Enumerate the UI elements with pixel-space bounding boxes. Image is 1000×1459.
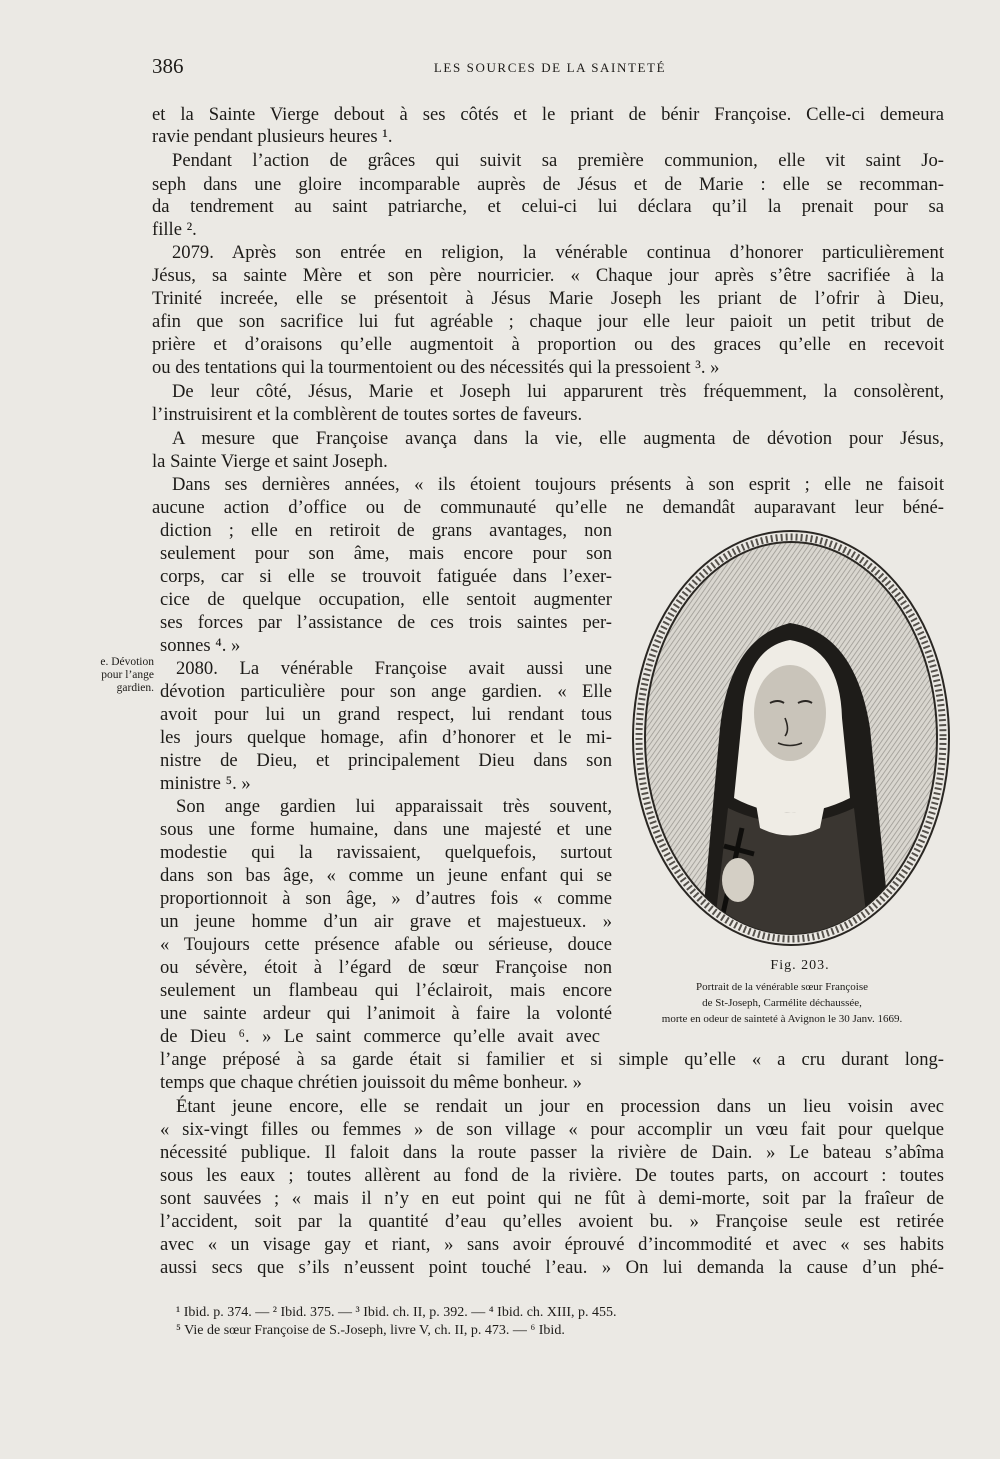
body-line: dévotion particulière pour son ange gardien. « Elle xyxy=(160,681,612,702)
running-title: LES SOURCES DE LA SAINTETÉ xyxy=(433,60,667,75)
body-line: sont sauvées ; « mais il n’y en eut point qui ne fût à demi-morte, soit par la fraîeur de xyxy=(160,1188,944,1209)
body-line: ministre ⁵. » xyxy=(160,773,251,794)
body-line: prière et d’oraisons qu’elle augmentoit à proportion ou des graces qu’elle en recevoit xyxy=(152,334,944,355)
body-line: « Toujours cette présence afable ou sérieuse, douce xyxy=(160,934,612,955)
footnote-line: ⁵ Vie de sœur Françoise de S.-Joseph, livre V, ch. II, p. 473. — ⁶ Ibid. xyxy=(176,1323,565,1338)
body-line: modestie qui la ravissaient, quelquefois, surtout xyxy=(160,842,612,863)
marginal-note-line: gardien. xyxy=(116,682,154,694)
body-line: ou sévère, étoit à l’égard de sœur Françoise non xyxy=(160,957,612,978)
body-line: ou des tentations qui la tourmentoient ou des nécessités qui la pressoient ³. » xyxy=(152,357,720,378)
body-line: fille ². xyxy=(152,219,197,240)
body-line: et la Sainte Vierge debout à ses côtés et le priant de bénir Françoise. Celle-ci demeura xyxy=(152,104,944,125)
body-line: sous une forme humaine, dans une majesté et une xyxy=(160,819,612,840)
body-line: temps que chaque chrétien jouissoit du même bonheur. » xyxy=(160,1072,582,1093)
footnote-line: ¹ Ibid. p. 374. — ² Ibid. 375. — ³ Ibid. ch. II, p. 392. — ⁴ Ibid. ch. XIII, p. 455. xyxy=(176,1305,617,1320)
marginal-note-line: e. Dévotion xyxy=(100,656,154,668)
body-line: ses forces par l’assistance de ces trois saintes per- xyxy=(160,612,612,633)
body-line: une sainte ardeur qui l’animoit à faire la volonté xyxy=(160,1003,612,1024)
body-line: l’ange préposé à sa garde était si familier et si simple qu’elle « a cru durant long- xyxy=(160,1049,944,1070)
body-line: dans son bas âge, « comme un jeune enfant qui se xyxy=(160,865,612,886)
body-line: cice de quelque occupation, elle sentoit augmenter xyxy=(160,589,612,610)
figure-label: Fig. 203. xyxy=(770,958,830,973)
figure-caption-line: Portrait de la vénérable sœur Françoise xyxy=(696,981,868,993)
figure-caption-line: de St-Joseph, Carmélite déchaussée, xyxy=(702,997,862,1009)
body-line: Son ange gardien lui apparaissait très souvent, xyxy=(176,796,612,817)
hand-shape xyxy=(722,858,754,902)
body-line: seph dans une gloire incomparable auprès de Jésus et de Marie : elle se recomman- xyxy=(152,174,944,195)
body-line: avoit pour lui un grand respect, lui rendant tous xyxy=(160,704,612,725)
body-line: 2080. La vénérable Françoise avait aussi une xyxy=(176,658,612,679)
body-line: l’accident, soit par la quantité d’eau qu’elles avoient bu. » Françoise seule est retirée xyxy=(160,1211,944,1232)
body-line: Jésus, sa sainte Mère et son père nourricier. « Chaque jour après s’être sacrifiée à la xyxy=(152,265,944,286)
body-line: A mesure que Françoise avança dans la vie, elle augmenta de dévotion pour Jésus, xyxy=(172,428,944,449)
body-line: sous les eaux ; toutes allèrent au fond de la rivière. De toutes parts, on accourt : toutes xyxy=(160,1165,944,1186)
marginal-note xyxy=(76,656,154,695)
body-line: l’instruisirent et la comblèrent de toutes sortes de faveurs. xyxy=(152,404,583,425)
body-line: les jours quelque homage, afin d’honorer et le mi- xyxy=(160,727,612,748)
figure-caption-line: morte en odeur de sainteté à Avignon le 30 Janv. 1669. xyxy=(661,1013,903,1025)
body-line: ravie pendant plusieurs heures ¹. xyxy=(152,126,393,147)
body-line: la Sainte Vierge et saint Joseph. xyxy=(152,451,388,472)
body-line: seulement un flambeau qui l’éclairoit, mais encore xyxy=(160,980,612,1001)
body-line: un jeune homme d’un air grave et majestueux. » xyxy=(160,911,612,932)
body-line: De leur côté, Jésus, Marie et Joseph lui apparurent très fréquemment, la consolèrent, xyxy=(172,381,944,402)
body-line: Trinité increée, elle se présentoit à Jésus Marie Joseph les priant de l’ofrir à Dieu, xyxy=(152,288,944,309)
body-line: aucune action d’office ou de communauté qu’elle ne demandât auparavant leur béné- xyxy=(152,497,944,518)
body-line: da tendrement au saint patriarche, et celui-ci lui déclara qu’il la prenait pour sa xyxy=(152,196,944,217)
body-line: Étant jeune encore, elle se rendait un jour en procession dans un lieu voisin avec xyxy=(176,1096,944,1117)
body-line: sonnes ⁴. » xyxy=(160,635,241,656)
body-line: aussi secs que s’ils n’eussent point touché l’eau. » On lui demanda la cause d’un phé- xyxy=(160,1257,944,1278)
face-shape xyxy=(754,665,826,761)
body-line: Pendant l’action de grâces qui suivit sa première communion, elle vit saint Jo- xyxy=(172,150,944,171)
body-line: afin que son sacrifice lui fut agréable ; chaque jour elle leur paioit un petit tribut de xyxy=(152,311,944,332)
body-line: de Dieu ⁶. » Le saint commerce qu’elle avait avec xyxy=(160,1026,600,1047)
body-line: diction ; elle en retiroit de grans avantages, non xyxy=(160,520,612,541)
body-line: Dans ses dernières années, « ils étoient toujours présents à son esprit ; elle ne faisoit xyxy=(172,474,944,495)
portrait-engraving xyxy=(630,528,952,948)
footnotes xyxy=(176,1304,617,1340)
body-line: 2079. Après son entrée en religion, la vénérable continua d’honorer particulièrement xyxy=(172,242,944,263)
body-line: corps, car si elle se trouvoit fatiguée dans l’exer- xyxy=(160,566,612,587)
page-number: 386 xyxy=(152,54,184,78)
body-line: avec « un visage gay et riant, » sans avoir éprouvé d’incommodité et avec « ses habits xyxy=(160,1234,944,1255)
body-line: seulement pour son âme, mais encore pour son xyxy=(160,543,612,564)
marginal-note-line: pour l’ange xyxy=(101,669,154,681)
body-line: « six-vingt filles ou femmes » de son village « pour accomplir un vœu fait pour quelque xyxy=(160,1119,944,1140)
body-line: nistre de Dieu, et principalement Dieu dans son xyxy=(160,750,612,771)
body-line: nécessité publique. Il faloit dans la route passer la rivière de Dain. » Le bateau s’abîma xyxy=(160,1142,944,1163)
body-line: proportionnoit à son âge, » d’autres fois « comme xyxy=(160,888,612,909)
